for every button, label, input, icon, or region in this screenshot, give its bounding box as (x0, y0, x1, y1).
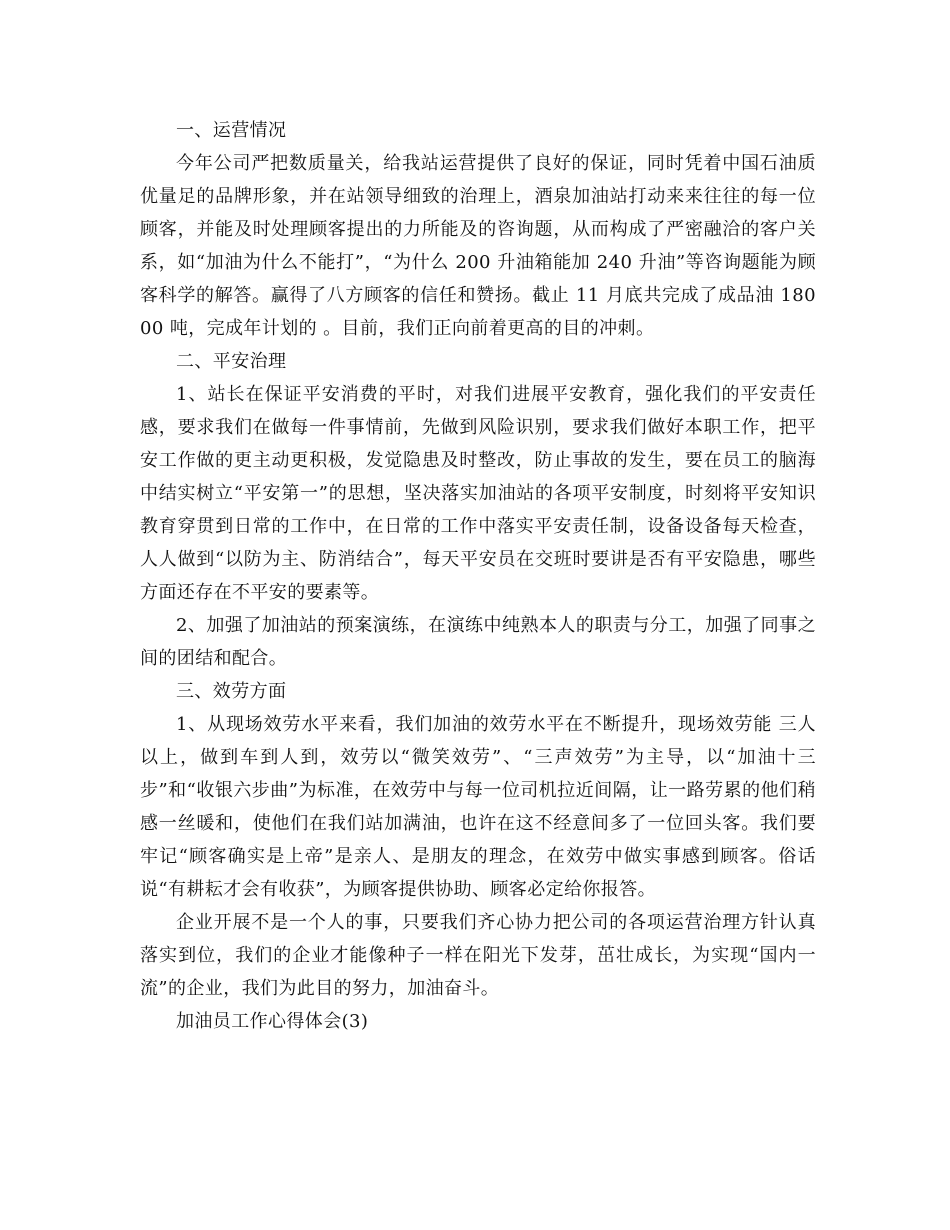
document-body (140, 114, 816, 1038)
paragraph-safety-1: 1、站长在保证平安消费的平时，对我们进展平安教育，强化我们的平安责任感，要求我们在做每一件事情前，先做到风险识别，要求我们做好本职工作，把平安工作做的更主动更积极，发觉隐患及时整改，防止事故的发生，要在员工的脑海中结实树立“平安第一”的思想，坚决落实加油站的各项平安制度，时刻将平安知识教育穿贯到日常的工作中，在日常的工作中落实平安责任制，设备设备每天检查，人人做到“以防为主、防消结合”，每天平安员在交班时要讲是否有平安隐患，哪些方面还存在不平安的要素等。 (140, 384, 816, 603)
paragraph-operations: 今年公司严把数质量关，给我站运营提供了良好的保证，同时凭着中国石油质优量足的品牌形象，并在站领导细致的治理上，酒泉加油站打动来来往往的每一位顾客，并能及时处理顾客提出的力所能及的咨询题，从而构成了严密融洽的客户关系，如“加油为什么不能打”，“为什么 200 升油箱能加 240 升油”等咨询题能为顾客科学的解答。赢得了八方顾客的信任和赞扬。截止 11 月底共完成了成品油 18000 吨，完成年计划的 。目前，我们正向前着更高的目的冲刺。 (140, 153, 816, 339)
next-article-title: 加油员工作心得体会(3) (176, 1011, 369, 1032)
paragraph-closing: 企业开展不是一个人的事，只要我们齐心协力把公司的各项运营治理方针认真落实到位，我们的企业才能像种子一样在阳光下发芽，茁壮成长，为实现“国内一流”的企业，我们为此目的努力，加油奋斗。 (140, 912, 816, 999)
section-heading-service: 三、效劳方面 (176, 681, 287, 702)
section-heading-operations: 一、运营情况 (176, 120, 287, 141)
section-heading-safety: 二、平安治理 (176, 351, 287, 372)
paragraph-safety-2: 2、加强了加油站的预案演练，在演练中纯熟本人的职责与分工，加强了同事之间的团结和配合。 (140, 615, 816, 669)
paragraph-service-1: 1、从现场效劳水平来看，我们加油的效劳水平在不断提升，现场效劳能 三人以上，做到车到人到，效劳以“微笑效劳”、“三声效劳”为主导，以“加油十三步”和“收银六步曲”为标准，在效劳中与每一位司机拉近间隔，让一路劳累的他们稍感一丝暖和，使他们在我们站加满油，也许在这不经意间多了一位回头客。我们要牢记“顾客确实是上帝”是亲人、是朋友的理念，在效劳中做实事感到顾客。俗话说“有耕耘才会有收获”，为顾客提供协助、顾客必定给你报答。 (140, 714, 816, 900)
